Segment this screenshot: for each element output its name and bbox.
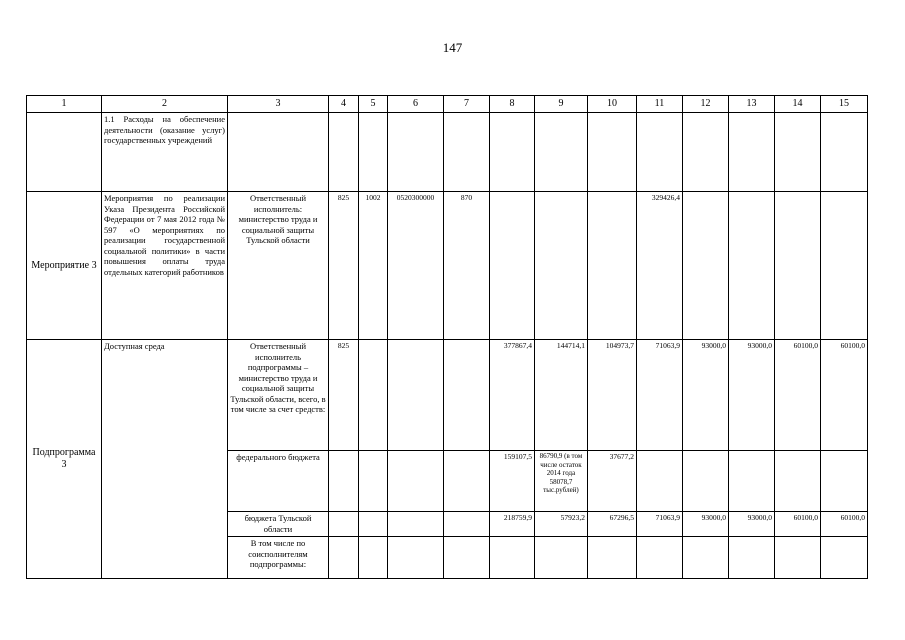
empty-cell [775,113,821,192]
header-cell-6: 6 [388,96,444,113]
measure-3-c11: 329426,4 [637,192,683,340]
header-cell-7: 7 [444,96,490,113]
measure-3-c7: 870 [444,192,490,340]
header-cell-12: 12 [683,96,729,113]
empty-cell [444,512,490,537]
measure-3-description: Мероприятия по реализации Указа Президента Российской Федерации от 7 мая 2012 года № 597 «О мероприятиях по реализации государственной социальной политики» в части повышения оплаты труда отдельных категорий работников [102,192,228,340]
empty-cell [821,113,868,192]
subprogram-3-regional-c9: 57923,2 [535,512,588,537]
subprogram-3-regional-c14: 60100,0 [775,512,821,537]
empty-cell [729,451,775,512]
header-cell-11: 11 [637,96,683,113]
subprogram-3-total-responsible: Ответственный исполнитель подпрограммы – министерство труда и социальной защиты Тульской области, всего, в том числе за счет средств: [228,340,329,451]
empty-cell [683,451,729,512]
empty-cell [821,192,868,340]
header-row [27,96,868,113]
measure-3-responsible: Ответственный исполнитель: министерство труда и социальной защиты Тульской области [228,192,329,340]
subprogram-3-regional-c10: 67296,5 [588,512,637,537]
header-cell-14: 14 [775,96,821,113]
empty-cell [329,113,359,192]
table-row-measure-3 [27,192,868,340]
empty-cell [359,537,388,579]
empty-cell [388,451,444,512]
empty-cell [359,113,388,192]
empty-cell [444,113,490,192]
subprogram-3-federal-responsible: федерального бюджета [228,451,329,512]
header-cell-4: 4 [329,96,359,113]
empty-cell [588,537,637,579]
empty-cell [444,340,490,451]
header-cell-10: 10 [588,96,637,113]
header-cell-13: 13 [729,96,775,113]
subprogram-3-total-c9: 144714,1 [535,340,588,451]
empty-cell [683,537,729,579]
empty-cell [588,113,637,192]
header-cell-5: 5 [359,96,388,113]
subprogram-3-regional-c8: 218759,9 [490,512,535,537]
empty-cell [388,113,444,192]
empty-cell [27,113,102,192]
empty-cell [359,451,388,512]
subprogram-3-total-c12: 93000,0 [683,340,729,451]
empty-cell [490,192,535,340]
subprogram-3-coexecutors-responsible: В том числе по соисполнителям подпрограммы: [228,537,329,579]
subprogram-3-regional-c12: 93000,0 [683,512,729,537]
empty-cell [729,192,775,340]
subprogram-3-regional-c15: 60100,0 [821,512,868,537]
empty-cell [775,451,821,512]
subprogram-3-total-c4: 825 [329,340,359,451]
empty-cell [329,537,359,579]
header-cell-1: 1 [27,96,102,113]
empty-cell [490,113,535,192]
header-cell-3: 3 [228,96,329,113]
empty-cell [729,113,775,192]
empty-cell [444,537,490,579]
expenses-description: 1.1 Расходы на обеспечение деятельности (оказание услуг) государственных учреждений [102,113,228,192]
subprogram-3-federal-c8: 159107,5 [490,451,535,512]
subprogram-3-regional-c13: 93000,0 [729,512,775,537]
empty-cell [228,113,329,192]
empty-cell [359,340,388,451]
empty-cell [729,537,775,579]
empty-cell [775,537,821,579]
measure-3-c4: 825 [329,192,359,340]
table-row-expenses [27,113,868,192]
header-cell-15: 15 [821,96,868,113]
subprogram-3-federal-c9: 86790,9 (в том числе остаток 2014 года 58078,7 тыс.рублей) [535,451,588,512]
subprogram-3-federal-c10: 37677,2 [588,451,637,512]
empty-cell [388,512,444,537]
measure-3-c5: 1002 [359,192,388,340]
empty-cell [637,537,683,579]
empty-cell [775,192,821,340]
subprogram-3-total-c15: 60100,0 [821,340,868,451]
subprogram-3-regional-c11: 71063,9 [637,512,683,537]
measure-3-label: Мероприятие 3 [27,192,102,340]
subprogram-3-label: Подпрограмма 3 [27,340,102,579]
empty-cell [490,537,535,579]
header-cell-8: 8 [490,96,535,113]
table-row-subprogram-3-total [27,340,868,451]
subprogram-3-total-c14: 60100,0 [775,340,821,451]
subprogram-3-regional-responsible: бюджета Тульской области [228,512,329,537]
empty-cell [637,113,683,192]
empty-cell [821,537,868,579]
header-cell-2: 2 [102,96,228,113]
subprogram-3-total-c8: 377867,4 [490,340,535,451]
empty-cell [821,451,868,512]
budget-table [26,95,868,579]
empty-cell [588,192,637,340]
page-number: 147 [442,40,463,55]
empty-cell [444,451,490,512]
empty-cell [329,451,359,512]
subprogram-3-total-c10: 104973,7 [588,340,637,451]
empty-cell [329,512,359,537]
empty-cell [359,512,388,537]
subprogram-3-description: Доступная среда [102,340,228,579]
empty-cell [535,113,588,192]
empty-cell [637,451,683,512]
subprogram-3-total-c11: 71063,9 [637,340,683,451]
subprogram-3-total-c13: 93000,0 [729,340,775,451]
measure-3-c6: 0520300000 [388,192,444,340]
empty-cell [388,537,444,579]
empty-cell [683,113,729,192]
empty-cell [535,537,588,579]
header-cell-9: 9 [535,96,588,113]
empty-cell [535,192,588,340]
empty-cell [388,340,444,451]
empty-cell [683,192,729,340]
